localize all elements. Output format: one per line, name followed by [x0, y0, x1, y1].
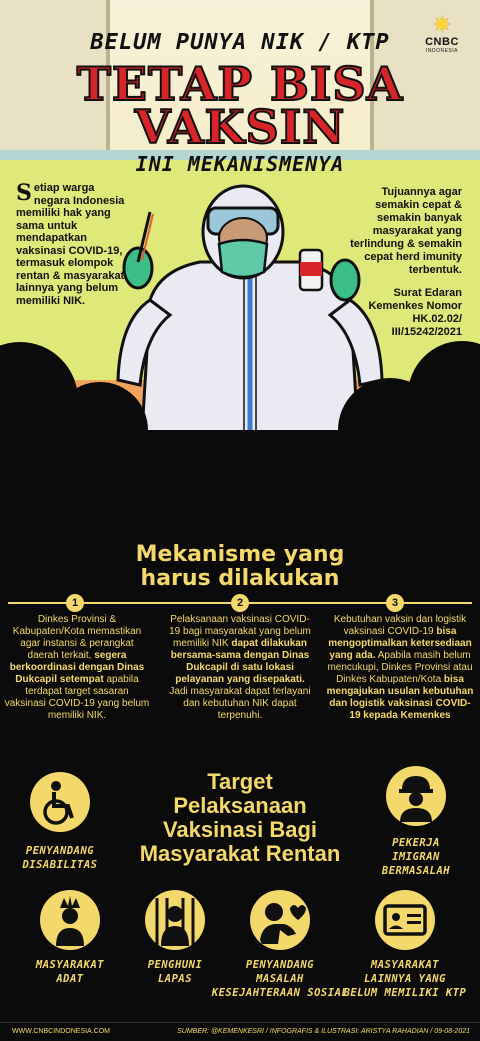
target-title-line4: Masyarakat Rentan [139, 841, 341, 866]
target-title-line1: Target [207, 769, 273, 794]
header-subtitle: INI MEKANISMENYA [135, 152, 345, 176]
header-title-line1: TETAP BISA [76, 57, 404, 111]
purpose-text: Tujuannya agar semakin cepat & semakin banyak masyarakat yang terlindung & semakin cepat herd imunity terbentuk. [350, 186, 462, 276]
group-1-label-line2: DISABILITAS [22, 859, 98, 871]
group-3-label-line1: MASYARAKAT [35, 959, 105, 971]
intro-left-body: etiap warga negara Indonesia memiliki hak yang sama untuk mendapatkan vaksinasi COVID-19, termasuk elompok rentan & masyarakat lainnya yang belum memiliki NIK. [16, 182, 125, 307]
step-1-pre: Dinkes Provinsi & Kabupaten/Kota memastikan agar instansi & perangkat daerah terkait, [12, 614, 142, 661]
target-title-line3: Vaksinasi Bagi [162, 817, 318, 842]
step-3-post: Apabila masih belum mencukupi, Dinkes Provinsi atau Dinkes Kabupaten/Kota [327, 650, 473, 685]
group-6-label-line3: BELUM MEMILIKI KTP [343, 987, 467, 999]
footer-source: SUMBER: @KEMENKESRI / INFOGRAFIS & ILUSTRASI: ARISTYA RAHADIAN / 09-08-2021 [177, 1028, 470, 1035]
footer [0, 1022, 480, 1041]
step-number-3: 3 [386, 594, 404, 612]
group-3-label-line2: ADAT [56, 973, 84, 985]
group-label-social-welfare [210, 958, 350, 1000]
step-number-1: 1 [66, 594, 84, 612]
footer-site: WWW.CNBCINDONESIA.COM [12, 1028, 110, 1035]
social-care-icon [250, 890, 310, 950]
wheelchair-icon [30, 772, 90, 832]
step-2-pre: Pelaksanaan vaksinasi COVID-19 bagi masyarakat yang belum memiliki NIK [169, 614, 311, 649]
group-5-label-line3: KESEJAHTERAAN SOSIAL [211, 987, 349, 999]
step-1-bold: segera berkoordinasi dengan Dinas Dukcapil setempat [9, 650, 145, 685]
step-2-bold: dapat dilakukan bersama-sama dengan Dinas Dukcapil di satu lokasi pelayanan yang disepakati. [170, 638, 310, 685]
header-title-line2: VAKSIN [134, 100, 346, 154]
group-label-indigenous [10, 958, 130, 986]
intro-right-text [344, 186, 462, 339]
step-timeline [0, 594, 480, 609]
group-4-label-line1: PENGHUNI [147, 959, 203, 971]
header-kicker: BELUM PUNYA NIK / KTP [90, 30, 390, 55]
group-6-label-line2: LAINNYA YANG [364, 973, 446, 985]
logo-brand: CNBC [425, 36, 459, 48]
group-5-label-line1: PENYANDANG [245, 959, 315, 971]
step-3-bold: bisa mengoptimalkan ketersediaan yang ada. [328, 626, 472, 661]
step-3-pre: Kebutuhan vaksin dan logistik vaksinasi COVID-19 [333, 614, 467, 637]
step-1-text [4, 614, 150, 722]
group-4-label-line2: LAPAS [157, 973, 193, 985]
target-title-line2: Pelaksanaan [173, 793, 307, 818]
group-label-disability [0, 844, 120, 872]
step-1-post: apabila terdapat target sasaran vaksinasi COVID-19 yang belum memiliki NIK. [4, 674, 150, 721]
group-6-label-line1: MASYARAKAT [370, 959, 440, 971]
group-2-label-line3: BERMASALAH [381, 865, 451, 877]
group-1-label-line1: PENYANDANG [25, 845, 95, 857]
target-title [100, 770, 380, 866]
mechanism-title-line2: harus dilakukan [140, 566, 340, 591]
step-2-post: Jadi masyarakat dapat terlayani dan kebutuhan NIK dapat terpenuhi. [169, 686, 311, 721]
id-card-icon [375, 890, 435, 950]
step-3-bold2: bisa mengajukan usulan kebutuhan dan logistik vaksinasi COVID-19 kepada Kemenkes [326, 674, 474, 721]
group-label-migrant-workers [356, 836, 476, 878]
mechanism-title-line1: Mekanisme yang [135, 542, 345, 567]
step-2-text [167, 614, 313, 722]
group-5-label-line2: MASALAH [256, 973, 304, 985]
logo-sub: INDONESIA [425, 48, 458, 54]
circular-reference: Surat Edaran Kemenkes Nomor HK.02.02/ III/15242/2021 [368, 287, 462, 338]
step-number-2: 2 [231, 594, 249, 612]
step-3-text [325, 614, 475, 722]
indigenous-person-icon [40, 890, 100, 950]
peacock-icon: ✸ [432, 12, 452, 37]
group-2-label-line1: PEKERJA [392, 837, 440, 849]
mechanism-title [0, 543, 480, 591]
intro-left-text [16, 182, 126, 307]
drop-cap: S [16, 180, 32, 206]
group-label-no-ktp [335, 958, 475, 1000]
prison-icon [145, 890, 205, 950]
construction-worker-icon [386, 766, 446, 826]
group-2-label-line2: IMIGRAN [392, 851, 440, 863]
